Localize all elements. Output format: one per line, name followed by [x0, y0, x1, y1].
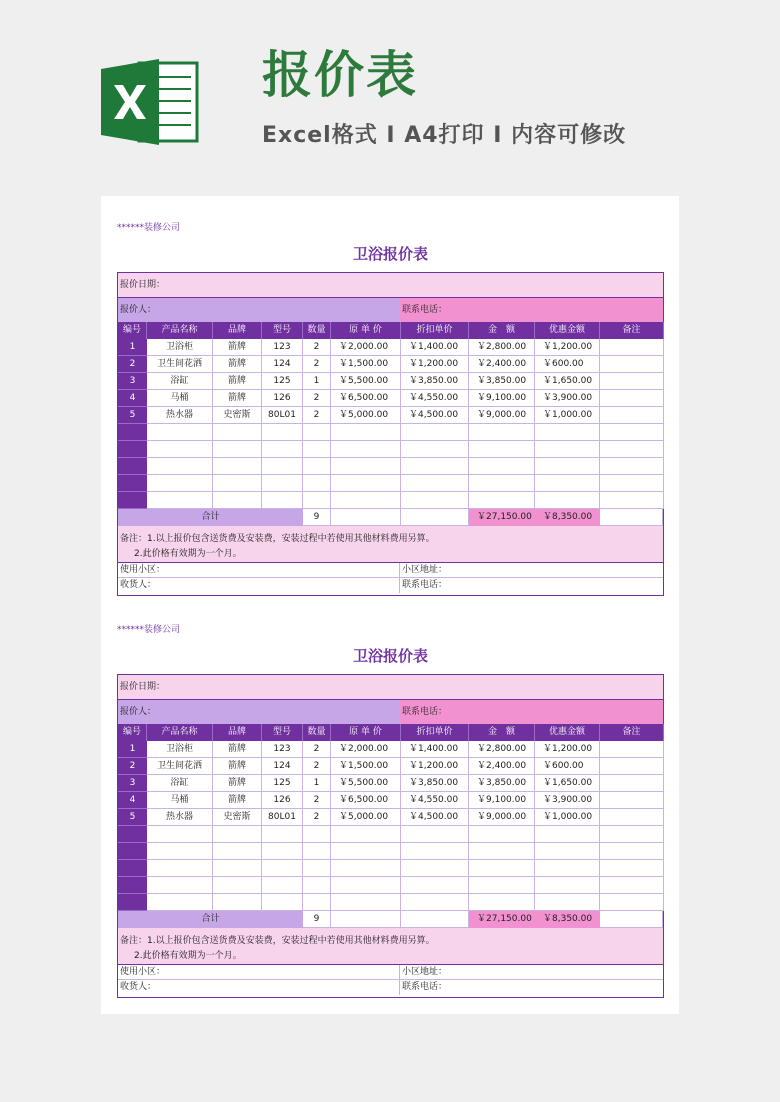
column-header: 品牌: [213, 724, 262, 741]
table-cell[interactable]: ￥2,000.00: [331, 741, 401, 758]
table-cell[interactable]: 箭牌: [213, 356, 262, 373]
phone2-label: 联系电话：: [402, 982, 448, 992]
table-cell[interactable]: [469, 843, 535, 860]
table-cell[interactable]: 125: [262, 373, 303, 390]
table-cell[interactable]: ￥1,200.00: [401, 758, 469, 775]
table-cell[interactable]: 卫生间花洒: [147, 356, 213, 373]
quoter-label: 报价人：: [120, 304, 157, 315]
table-cell[interactable]: [303, 424, 331, 441]
table-cell[interactable]: [535, 877, 600, 894]
table-cell[interactable]: [213, 492, 262, 509]
table-cell[interactable]: 2: [303, 758, 331, 775]
quote-table: [117, 272, 664, 596]
table-cell[interactable]: [303, 826, 331, 843]
table-cell[interactable]: [262, 458, 303, 475]
table-cell[interactable]: [600, 339, 664, 356]
table-cell[interactable]: ￥4,550.00: [401, 792, 469, 809]
row-number: [118, 860, 147, 877]
table-cell[interactable]: [303, 458, 331, 475]
phone2-field[interactable]: [400, 578, 663, 593]
table-cell[interactable]: [147, 894, 213, 911]
address-label: 小区地址：: [402, 966, 448, 977]
table-cell[interactable]: ￥600.00: [535, 356, 600, 373]
table-cell[interactable]: ￥5,500.00: [331, 373, 401, 390]
row-number: 4: [118, 792, 147, 809]
table-cell[interactable]: 1: [303, 775, 331, 792]
table-cell[interactable]: [535, 475, 600, 492]
table-cell[interactable]: [262, 843, 303, 860]
receiver-label: 收货人：: [120, 580, 157, 590]
phone2-field[interactable]: [400, 980, 663, 995]
column-header: 原 单 价: [331, 724, 401, 741]
column-header: 产品名称: [147, 724, 213, 741]
table-cell[interactable]: ￥5,000.00: [331, 809, 401, 826]
table-cell[interactable]: [535, 843, 600, 860]
table-cell[interactable]: 2: [303, 407, 331, 424]
phone-label: 联系电话：: [402, 706, 448, 717]
table-cell[interactable]: [262, 826, 303, 843]
table-cell[interactable]: [469, 441, 535, 458]
table-cell[interactable]: ￥3,850.00: [401, 373, 469, 390]
table-cell[interactable]: [600, 741, 664, 758]
receiver-field[interactable]: [118, 578, 400, 593]
phone-label: 联系电话：: [402, 304, 448, 315]
table-cell[interactable]: [147, 458, 213, 475]
table-cell[interactable]: 2: [303, 741, 331, 758]
table-cell[interactable]: [469, 458, 535, 475]
table-cell[interactable]: [262, 860, 303, 877]
note-line-1: 备注：1.以上报价包含送货费及安装费，安装过程中若使用其他材料费用另算。: [120, 936, 435, 946]
table-cell[interactable]: [600, 492, 664, 509]
notes-block: [118, 526, 663, 562]
table-cell[interactable]: ￥9,000.00: [469, 407, 535, 424]
total-empty: [401, 509, 469, 526]
column-header: 数量: [303, 724, 331, 741]
table-cell[interactable]: [401, 877, 469, 894]
row-number: [118, 441, 147, 458]
table-cell[interactable]: [600, 407, 664, 424]
row-number: [118, 475, 147, 492]
table-cell[interactable]: [401, 475, 469, 492]
table-cell[interactable]: 2: [303, 356, 331, 373]
table-cell[interactable]: [401, 843, 469, 860]
document-page: [101, 196, 679, 1014]
total-label: 合计: [118, 509, 303, 526]
table-cell[interactable]: 箭牌: [213, 758, 262, 775]
table-cell[interactable]: [213, 877, 262, 894]
row-number: 1: [118, 741, 147, 758]
table-cell[interactable]: ￥9,100.00: [469, 792, 535, 809]
total-empty: [331, 509, 401, 526]
quoter-label: 报价人：: [120, 706, 157, 717]
table-cell[interactable]: [303, 492, 331, 509]
table-cell[interactable]: 2: [303, 792, 331, 809]
receiver-field[interactable]: [118, 980, 400, 995]
notes-block: [118, 928, 663, 964]
row-number: [118, 843, 147, 860]
table-cell[interactable]: ￥3,900.00: [535, 390, 600, 407]
table-cell[interactable]: 125: [262, 775, 303, 792]
table-cell[interactable]: [469, 492, 535, 509]
table-cell[interactable]: 卫浴柜: [147, 741, 213, 758]
quote-date-label: 报价日期：: [120, 279, 166, 290]
table-cell[interactable]: ￥1,000.00: [535, 809, 600, 826]
table-cell[interactable]: ￥1,400.00: [401, 339, 469, 356]
column-header: 编号: [118, 724, 147, 741]
table-cell[interactable]: ￥3,850.00: [469, 373, 535, 390]
column-header: 品牌: [213, 322, 262, 339]
table-cell[interactable]: [147, 826, 213, 843]
table-cell[interactable]: [535, 860, 600, 877]
table-cell[interactable]: ￥2,400.00: [469, 356, 535, 373]
column-header: 产品名称: [147, 322, 213, 339]
table-cell[interactable]: [600, 356, 664, 373]
table-cell[interactable]: ￥1,200.00: [535, 339, 600, 356]
row-number: 2: [118, 758, 147, 775]
table-cell[interactable]: 热水器: [147, 809, 213, 826]
column-header: 型号: [262, 724, 303, 741]
total-empty: [401, 911, 469, 928]
row-number: 4: [118, 390, 147, 407]
table-cell[interactable]: [147, 877, 213, 894]
column-header: 备注: [600, 724, 664, 741]
table-cell[interactable]: 史密斯: [213, 407, 262, 424]
sheet-title: 卫浴报价表: [352, 647, 428, 665]
quote-date-label: 报价日期：: [120, 681, 166, 692]
row-number: 5: [118, 809, 147, 826]
total-empty: [600, 911, 663, 928]
column-header: 折扣单价: [401, 724, 469, 741]
phone2-label: 联系电话：: [402, 580, 448, 590]
table-cell[interactable]: [331, 860, 401, 877]
table-cell[interactable]: ￥1,400.00: [401, 741, 469, 758]
note-line-1: 备注：1.以上报价包含送货费及安装费，安装过程中若使用其他材料费用另算。: [120, 534, 435, 544]
table-cell[interactable]: [469, 877, 535, 894]
table-cell[interactable]: [331, 877, 401, 894]
table-cell[interactable]: [213, 424, 262, 441]
table-cell[interactable]: [303, 441, 331, 458]
total-amount: ￥27,150.00: [469, 911, 535, 928]
table-cell[interactable]: ￥9,100.00: [469, 390, 535, 407]
table-cell[interactable]: [331, 458, 401, 475]
table-cell[interactable]: ￥2,800.00: [469, 339, 535, 356]
table-cell[interactable]: ￥1,500.00: [331, 356, 401, 373]
column-header: 折扣单价: [401, 322, 469, 339]
table-cell[interactable]: [213, 826, 262, 843]
table-cell[interactable]: [469, 475, 535, 492]
table-cell[interactable]: [469, 424, 535, 441]
row-number: [118, 877, 147, 894]
table-cell[interactable]: 2: [303, 809, 331, 826]
table-cell[interactable]: 123: [262, 339, 303, 356]
table-cell[interactable]: 浴缸: [147, 373, 213, 390]
row-number: 3: [118, 373, 147, 390]
community-field[interactable]: [118, 563, 400, 578]
total-empty: [600, 509, 663, 526]
table-cell[interactable]: 马桶: [147, 390, 213, 407]
total-qty: 9: [303, 911, 331, 928]
company-name: ******装修公司: [117, 625, 181, 635]
table-cell[interactable]: 箭牌: [213, 373, 262, 390]
table-cell[interactable]: [401, 492, 469, 509]
table-cell[interactable]: 126: [262, 390, 303, 407]
banner-title: 报价表: [262, 46, 418, 104]
table-cell[interactable]: [303, 877, 331, 894]
total-discount: ￥8,350.00: [535, 911, 600, 928]
column-header: 优惠金额: [535, 322, 600, 339]
row-number: [118, 894, 147, 911]
table-cell[interactable]: ￥5,500.00: [331, 775, 401, 792]
table-cell[interactable]: [600, 877, 664, 894]
table-cell[interactable]: [147, 843, 213, 860]
table-cell[interactable]: [331, 475, 401, 492]
quote-date-field[interactable]: [118, 273, 663, 297]
table-cell[interactable]: [262, 894, 303, 911]
address-field[interactable]: [400, 563, 663, 578]
quoter-field[interactable]: [118, 700, 400, 724]
table-cell[interactable]: [262, 877, 303, 894]
table-cell[interactable]: [600, 441, 664, 458]
table-cell[interactable]: [600, 458, 664, 475]
table-cell[interactable]: [213, 860, 262, 877]
table-cell[interactable]: ￥5,000.00: [331, 407, 401, 424]
row-number: 2: [118, 356, 147, 373]
table-cell[interactable]: 123: [262, 741, 303, 758]
row-number: [118, 458, 147, 475]
total-qty: 9: [303, 509, 331, 526]
table-cell[interactable]: ￥1,200.00: [535, 741, 600, 758]
table-cell[interactable]: [535, 894, 600, 911]
table-cell[interactable]: [600, 860, 664, 877]
table-cell[interactable]: [600, 475, 664, 492]
table-cell[interactable]: [600, 373, 664, 390]
table-cell[interactable]: [600, 894, 664, 911]
table-cell[interactable]: [213, 894, 262, 911]
table-cell[interactable]: [535, 492, 600, 509]
table-cell[interactable]: [600, 758, 664, 775]
column-header: 备注: [600, 322, 664, 339]
address-label: 小区地址：: [402, 564, 448, 575]
table-cell[interactable]: ￥2,000.00: [331, 339, 401, 356]
table-cell[interactable]: 马桶: [147, 792, 213, 809]
table-cell[interactable]: [213, 458, 262, 475]
table-cell[interactable]: ￥1,500.00: [331, 758, 401, 775]
table-cell[interactable]: ￥6,500.00: [331, 792, 401, 809]
banner-subtitle: Excel格式 I A4打印 I 内容可修改: [262, 123, 627, 148]
table-cell[interactable]: [331, 826, 401, 843]
table-cell[interactable]: [469, 826, 535, 843]
table-cell[interactable]: ￥1,650.00: [535, 775, 600, 792]
table-cell[interactable]: [401, 826, 469, 843]
table-cell[interactable]: 80L01: [262, 407, 303, 424]
table-cell[interactable]: 2: [303, 390, 331, 407]
table-cell[interactable]: 1: [303, 373, 331, 390]
table-cell[interactable]: [262, 441, 303, 458]
row-number: [118, 492, 147, 509]
table-cell[interactable]: [213, 475, 262, 492]
table-cell[interactable]: ￥1,200.00: [401, 356, 469, 373]
excel-logo-icon: [101, 57, 201, 147]
table-cell[interactable]: 箭牌: [213, 339, 262, 356]
quote-date-field[interactable]: [118, 675, 663, 699]
table-cell[interactable]: [147, 441, 213, 458]
column-header: 原 单 价: [331, 322, 401, 339]
receiver-label: 收货人：: [120, 982, 157, 992]
total-amount: ￥27,150.00: [469, 509, 535, 526]
table-cell[interactable]: 124: [262, 758, 303, 775]
total-discount: ￥8,350.00: [535, 509, 600, 526]
total-empty: [331, 911, 401, 928]
table-cell[interactable]: 浴缸: [147, 775, 213, 792]
table-cell[interactable]: [401, 894, 469, 911]
table-cell[interactable]: [262, 424, 303, 441]
table-cell[interactable]: [600, 809, 664, 826]
table-cell[interactable]: 80L01: [262, 809, 303, 826]
community-label: 使用小区：: [120, 564, 166, 575]
row-number: 1: [118, 339, 147, 356]
note-line-2: 2.此价格有效期为一个月。: [134, 951, 242, 961]
column-header: 编号: [118, 322, 147, 339]
table-cell[interactable]: ￥3,850.00: [469, 775, 535, 792]
community-label: 使用小区：: [120, 966, 166, 977]
table-cell[interactable]: ￥6,500.00: [331, 390, 401, 407]
table-cell[interactable]: [401, 860, 469, 877]
quoter-field[interactable]: [118, 298, 400, 322]
table-cell[interactable]: [535, 424, 600, 441]
table-cell[interactable]: 热水器: [147, 407, 213, 424]
table-cell[interactable]: 126: [262, 792, 303, 809]
table-cell[interactable]: [600, 843, 664, 860]
phone-field[interactable]: [400, 298, 663, 322]
table-cell[interactable]: 史密斯: [213, 809, 262, 826]
table-cell[interactable]: ￥3,900.00: [535, 792, 600, 809]
table-cell[interactable]: 2: [303, 339, 331, 356]
table-cell[interactable]: 卫生间花洒: [147, 758, 213, 775]
community-field[interactable]: [118, 965, 400, 980]
table-cell[interactable]: [147, 424, 213, 441]
table-cell[interactable]: [262, 492, 303, 509]
address-field[interactable]: [400, 965, 663, 980]
company-name: ******装修公司: [117, 223, 181, 233]
table-cell[interactable]: [213, 441, 262, 458]
row-number: 5: [118, 407, 147, 424]
table-cell[interactable]: [600, 390, 664, 407]
table-cell[interactable]: [600, 826, 664, 843]
table-cell[interactable]: [600, 775, 664, 792]
table-cell[interactable]: [469, 894, 535, 911]
sheet-title: 卫浴报价表: [352, 245, 428, 263]
row-number: [118, 826, 147, 843]
table-cell[interactable]: [303, 843, 331, 860]
table-cell[interactable]: ￥1,000.00: [535, 407, 600, 424]
table-cell[interactable]: ￥3,850.00: [401, 775, 469, 792]
table-cell[interactable]: 箭牌: [213, 741, 262, 758]
table-cell[interactable]: 124: [262, 356, 303, 373]
table-cell[interactable]: ￥2,400.00: [469, 758, 535, 775]
table-cell[interactable]: [213, 843, 262, 860]
row-number: [118, 424, 147, 441]
table-cell[interactable]: [535, 441, 600, 458]
column-header: 金 额: [469, 724, 535, 741]
table-cell[interactable]: [535, 458, 600, 475]
table-cell[interactable]: [147, 492, 213, 509]
table-cell[interactable]: ￥4,500.00: [401, 809, 469, 826]
table-cell[interactable]: [331, 424, 401, 441]
table-cell[interactable]: [469, 860, 535, 877]
table-cell[interactable]: 卫浴柜: [147, 339, 213, 356]
row-number: 3: [118, 775, 147, 792]
table-cell[interactable]: [600, 792, 664, 809]
table-cell[interactable]: [600, 424, 664, 441]
table-cell[interactable]: [262, 475, 303, 492]
table-cell[interactable]: [535, 826, 600, 843]
phone-field[interactable]: [400, 700, 663, 724]
table-cell[interactable]: [303, 860, 331, 877]
table-cell[interactable]: ￥1,650.00: [535, 373, 600, 390]
table-cell[interactable]: 箭牌: [213, 775, 262, 792]
total-label: 合计: [118, 911, 303, 928]
table-cell[interactable]: ￥2,800.00: [469, 741, 535, 758]
table-cell[interactable]: [331, 894, 401, 911]
table-cell[interactable]: [401, 458, 469, 475]
table-cell[interactable]: ￥4,550.00: [401, 390, 469, 407]
table-cell[interactable]: [147, 860, 213, 877]
table-cell[interactable]: ￥600.00: [535, 758, 600, 775]
table-cell[interactable]: [401, 424, 469, 441]
table-cell[interactable]: 箭牌: [213, 792, 262, 809]
table-cell[interactable]: [331, 441, 401, 458]
note-line-2: 2.此价格有效期为一个月。: [134, 549, 242, 559]
table-cell[interactable]: [331, 843, 401, 860]
column-header: 型号: [262, 322, 303, 339]
table-cell[interactable]: [303, 475, 331, 492]
table-cell[interactable]: [303, 894, 331, 911]
table-cell[interactable]: [147, 475, 213, 492]
table-cell[interactable]: 箭牌: [213, 390, 262, 407]
table-cell[interactable]: ￥9,000.00: [469, 809, 535, 826]
table-cell[interactable]: [401, 441, 469, 458]
quote-table: [117, 674, 664, 998]
column-header: 金 额: [469, 322, 535, 339]
table-cell[interactable]: ￥4,500.00: [401, 407, 469, 424]
column-header: 数量: [303, 322, 331, 339]
column-header: 优惠金额: [535, 724, 600, 741]
table-cell[interactable]: [331, 492, 401, 509]
